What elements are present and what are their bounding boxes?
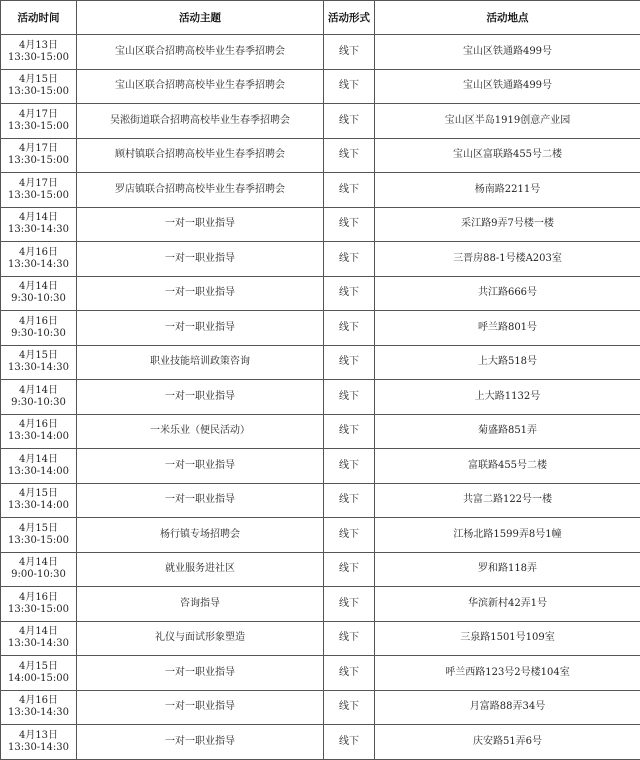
time-cell [1, 518, 77, 553]
table-row [1, 380, 640, 415]
theme-cell: 一对一职业指导 [77, 656, 324, 691]
format-cell: 线下 [324, 725, 375, 760]
location-cell: 采江路9弄7号楼一楼 [375, 207, 640, 242]
table-row [1, 242, 640, 277]
theme-cell: 一对一职业指导 [77, 276, 324, 311]
time-cell [1, 656, 77, 691]
format-cell: 线下 [324, 518, 375, 553]
format-cell: 线下 [324, 483, 375, 518]
event-date: 4月13日 [3, 40, 74, 52]
event-time: 13:30-14:00 [3, 466, 74, 478]
theme-cell: 罗店镇联合招聘高校毕业生春季招聘会 [77, 173, 324, 208]
event-date: 4月17日 [3, 109, 74, 121]
event-time: 13:30-14:30 [3, 259, 74, 271]
event-date: 4月16日 [3, 592, 74, 604]
event-time: 13:30-15:00 [3, 535, 74, 547]
event-date: 4月16日 [3, 419, 74, 431]
table-row [1, 483, 640, 518]
event-date: 4月16日 [3, 695, 74, 707]
format-cell: 线下 [324, 345, 375, 380]
location-cell: 上大路1132号 [375, 380, 640, 415]
theme-cell: 一对一职业指导 [77, 242, 324, 277]
location-cell: 共富二路122号一楼 [375, 483, 640, 518]
theme-cell: 宝山区联合招聘高校毕业生春季招聘会 [77, 69, 324, 104]
theme-cell: 顾村镇联合招聘高校毕业生春季招聘会 [77, 138, 324, 173]
event-time: 13:30-15:00 [3, 52, 74, 64]
format-cell: 线下 [324, 138, 375, 173]
time-cell [1, 138, 77, 173]
theme-cell: 咨询指导 [77, 587, 324, 622]
theme-cell: 一对一职业指导 [77, 449, 324, 484]
format-cell: 线下 [324, 311, 375, 346]
location-cell: 华滨新村42弄1号 [375, 587, 640, 622]
theme-cell: 一对一职业指导 [77, 483, 324, 518]
location-cell: 杨南路2211号 [375, 173, 640, 208]
time-cell [1, 380, 77, 415]
format-cell: 线下 [324, 207, 375, 242]
table-row [1, 621, 640, 656]
format-cell: 线下 [324, 242, 375, 277]
theme-cell: 杨行镇专场招聘会 [77, 518, 324, 553]
time-cell [1, 552, 77, 587]
table-row [1, 725, 640, 760]
table-row [1, 69, 640, 104]
time-cell [1, 311, 77, 346]
event-date: 4月16日 [3, 316, 74, 328]
table-row [1, 207, 640, 242]
time-cell [1, 242, 77, 277]
event-time: 13:30-15:00 [3, 155, 74, 167]
location-cell: 三晋房88-1号楼A203室 [375, 242, 640, 277]
location-cell: 江杨北路1599弄8号1幢 [375, 518, 640, 553]
theme-cell: 一对一职业指导 [77, 311, 324, 346]
format-cell: 线下 [324, 69, 375, 104]
event-date: 4月17日 [3, 143, 74, 155]
event-time: 13:30-15:00 [3, 121, 74, 133]
format-cell: 线下 [324, 104, 375, 139]
time-cell [1, 35, 77, 70]
table-row [1, 311, 640, 346]
theme-cell: 礼仪与面试形象塑造 [77, 621, 324, 656]
theme-cell: 职业技能培训政策咨询 [77, 345, 324, 380]
event-date: 4月14日 [3, 557, 74, 569]
event-time: 13:30-15:00 [3, 86, 74, 98]
location-cell: 宝山区半岛1919创意产业园 [375, 104, 640, 139]
location-cell: 呼兰路801号 [375, 311, 640, 346]
event-time: 14:00-15:00 [3, 673, 74, 685]
event-time: 9:00-10:30 [3, 569, 74, 581]
format-cell: 线下 [324, 621, 375, 656]
theme-cell: 一对一职业指导 [77, 725, 324, 760]
event-date: 4月17日 [3, 178, 74, 190]
location-cell: 富联路455号二楼 [375, 449, 640, 484]
table-header [1, 1, 640, 35]
header-time: 活动时间 [1, 1, 77, 35]
time-cell [1, 276, 77, 311]
table-body [1, 35, 640, 760]
table-row [1, 35, 640, 70]
event-time: 13:30-15:00 [3, 604, 74, 616]
event-date: 4月14日 [3, 626, 74, 638]
location-cell: 庆安路51弄6号 [375, 725, 640, 760]
location-cell: 呼兰西路123号2号楼104室 [375, 656, 640, 691]
format-cell: 线下 [324, 276, 375, 311]
format-cell: 线下 [324, 656, 375, 691]
event-date: 4月14日 [3, 281, 74, 293]
format-cell: 线下 [324, 587, 375, 622]
event-time: 13:30-14:00 [3, 500, 74, 512]
format-cell: 线下 [324, 380, 375, 415]
time-cell [1, 483, 77, 518]
time-cell [1, 414, 77, 449]
event-time: 13:30-14:30 [3, 707, 74, 719]
event-time: 13:30-14:30 [3, 362, 74, 374]
theme-cell: 宝山区联合招聘高校毕业生春季招聘会 [77, 35, 324, 70]
table-row [1, 587, 640, 622]
event-date: 4月14日 [3, 454, 74, 466]
theme-cell: 一对一职业指导 [77, 380, 324, 415]
event-date: 4月14日 [3, 212, 74, 224]
header-theme: 活动主题 [77, 1, 324, 35]
location-cell: 菊盛路851弄 [375, 414, 640, 449]
location-cell: 三泉路1501号109室 [375, 621, 640, 656]
format-cell: 线下 [324, 690, 375, 725]
table-row [1, 518, 640, 553]
header-location: 活动地点 [375, 1, 640, 35]
table-row [1, 104, 640, 139]
location-cell: 宝山区富联路455号二楼 [375, 138, 640, 173]
table-row [1, 449, 640, 484]
event-time: 13:30-14:30 [3, 742, 74, 754]
time-cell [1, 345, 77, 380]
theme-cell: 一对一职业指导 [77, 690, 324, 725]
time-cell [1, 725, 77, 760]
event-time: 13:30-14:00 [3, 431, 74, 443]
event-time: 13:30-14:30 [3, 224, 74, 236]
format-cell: 线下 [324, 173, 375, 208]
location-cell: 罗和路118弄 [375, 552, 640, 587]
header-format: 活动形式 [324, 1, 375, 35]
table-row [1, 414, 640, 449]
table-row [1, 690, 640, 725]
format-cell: 线下 [324, 35, 375, 70]
time-cell [1, 690, 77, 725]
event-date: 4月15日 [3, 350, 74, 362]
theme-cell: 吴淞街道联合招聘高校毕业生春季招聘会 [77, 104, 324, 139]
event-time: 13:30-15:00 [3, 190, 74, 202]
table-row [1, 138, 640, 173]
time-cell [1, 173, 77, 208]
event-time: 9:30-10:30 [3, 293, 74, 305]
event-date: 4月15日 [3, 661, 74, 673]
table-row [1, 276, 640, 311]
location-cell: 宝山区铁通路499号 [375, 35, 640, 70]
format-cell: 线下 [324, 552, 375, 587]
time-cell [1, 449, 77, 484]
time-cell [1, 69, 77, 104]
location-cell: 月富路88弄34号 [375, 690, 640, 725]
location-cell: 共江路666号 [375, 276, 640, 311]
location-cell: 宝山区铁通路499号 [375, 69, 640, 104]
time-cell [1, 207, 77, 242]
event-time: 9:30-10:30 [3, 397, 74, 409]
table-row [1, 173, 640, 208]
event-date: 4月15日 [3, 488, 74, 500]
time-cell [1, 621, 77, 656]
event-date: 4月15日 [3, 523, 74, 535]
format-cell: 线下 [324, 414, 375, 449]
header-row [1, 1, 640, 35]
table-row [1, 552, 640, 587]
format-cell: 线下 [324, 449, 375, 484]
location-cell: 上大路518号 [375, 345, 640, 380]
time-cell [1, 587, 77, 622]
event-date: 4月15日 [3, 74, 74, 86]
table-row [1, 345, 640, 380]
theme-cell: 一对一职业指导 [77, 207, 324, 242]
event-date: 4月13日 [3, 730, 74, 742]
event-time: 13:30-14:30 [3, 638, 74, 650]
theme-cell: 就业服务进社区 [77, 552, 324, 587]
theme-cell: 一米乐业（便民活动） [77, 414, 324, 449]
time-cell [1, 104, 77, 139]
event-date: 4月14日 [3, 385, 74, 397]
event-time: 9:30-10:30 [3, 328, 74, 340]
event-date: 4月16日 [3, 247, 74, 259]
table-row [1, 656, 640, 691]
